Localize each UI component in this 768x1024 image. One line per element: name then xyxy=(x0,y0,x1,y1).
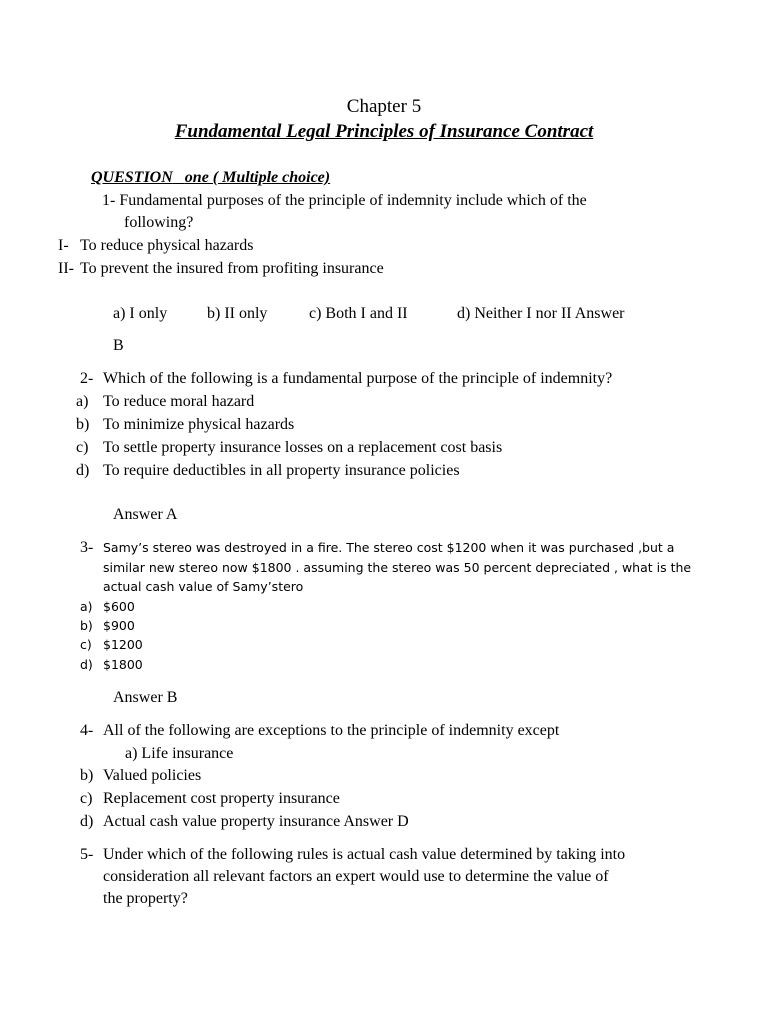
q3-option-text: $600 xyxy=(103,599,135,614)
q3-option-letter: c) xyxy=(80,637,92,652)
q5-number: 5- xyxy=(80,846,94,863)
q1-roman-text: To reduce physical hazards xyxy=(80,237,254,254)
q1-choice-c: c) Both I and II xyxy=(309,305,408,322)
q5-text-line3: the property? xyxy=(103,890,188,907)
q3-option-text: $1200 xyxy=(103,637,143,652)
q2-option-letter: d) xyxy=(76,462,90,479)
q1-choice-d: d) Neither I nor II Answer xyxy=(457,305,625,322)
q3-number: 3- xyxy=(80,539,94,556)
q1-text-line2: following? xyxy=(124,214,194,231)
q1-roman-num: I- xyxy=(58,237,69,254)
q3-option-text: $1800 xyxy=(103,657,143,672)
section-question-word: QUESTION xyxy=(91,169,173,186)
q2-option-letter: a) xyxy=(76,393,89,410)
q3-option-letter: b) xyxy=(80,618,93,633)
q4-option-letter: b) xyxy=(80,767,94,784)
q2-number: 2- xyxy=(80,370,94,387)
q1-answer: B xyxy=(113,337,124,354)
chapter-title: Chapter 5 xyxy=(346,96,422,117)
chapter-subtitle: Fundamental Legal Principles of Insurance Contract xyxy=(174,121,594,142)
q2-option-text: To minimize physical hazards xyxy=(103,416,295,433)
q2-answer: Answer A xyxy=(113,506,178,523)
q4-text: All of the following are exceptions to the principle of indemnity except xyxy=(103,722,560,739)
q1-choice-a: a) I only xyxy=(113,305,168,322)
q4-option-text: Replacement cost property insurance xyxy=(103,790,340,807)
q4-option-text: Valued policies xyxy=(103,767,202,784)
q3-option-letter: a) xyxy=(80,599,93,614)
q2-option-text: To require deductibles in all property insurance policies xyxy=(103,462,460,479)
q1-roman-num: II- xyxy=(58,260,74,277)
q1-choice-b: b) II only xyxy=(207,305,268,322)
q2-option-letter: b) xyxy=(76,416,90,433)
q2-option-text: To reduce moral hazard xyxy=(103,393,255,410)
q4-option-letter: c) xyxy=(80,790,93,807)
q3-answer: Answer B xyxy=(113,689,178,706)
q3-text-line2: similar new stereo now $1800 . assuming the stereo was 50 percent depreciated , what is the xyxy=(103,560,692,575)
q2-option-letter: c) xyxy=(76,439,89,456)
q2-option-text: To settle property insurance losses on a replacement cost basis xyxy=(103,439,503,456)
q4-option-text: Actual cash value property insurance Answer D xyxy=(103,813,409,830)
q1-roman-text: To prevent the insured from profiting insurance xyxy=(80,260,384,277)
q3-option-text: $900 xyxy=(103,618,135,633)
q2-text: Which of the following is a fundamental purpose of the principle of indemnity? xyxy=(103,370,613,387)
q3-text-line1: Samy’s stereo was destroyed in a fire. The stereo cost $1200 when it was purchased ,but a xyxy=(103,540,675,555)
q5-text-line2: consideration all relevant factors an expert would use to determine the value of xyxy=(103,868,609,885)
q4-option-a: a) Life insurance xyxy=(125,745,234,762)
section-question-rest: one ( Multiple choice) xyxy=(184,169,331,186)
q3-text-line3: actual cash value of Samy’stero xyxy=(103,579,304,594)
q5-text-line1: Under which of the following rules is actual cash value determined by taking into xyxy=(103,846,626,863)
section-heading xyxy=(91,168,330,188)
q1-text-line1: 1- Fundamental purposes of the principle of indemnity include which of the xyxy=(102,192,587,209)
q4-option-letter: d) xyxy=(80,813,94,830)
q3-option-letter: d) xyxy=(80,657,93,672)
q4-number: 4- xyxy=(80,722,94,739)
